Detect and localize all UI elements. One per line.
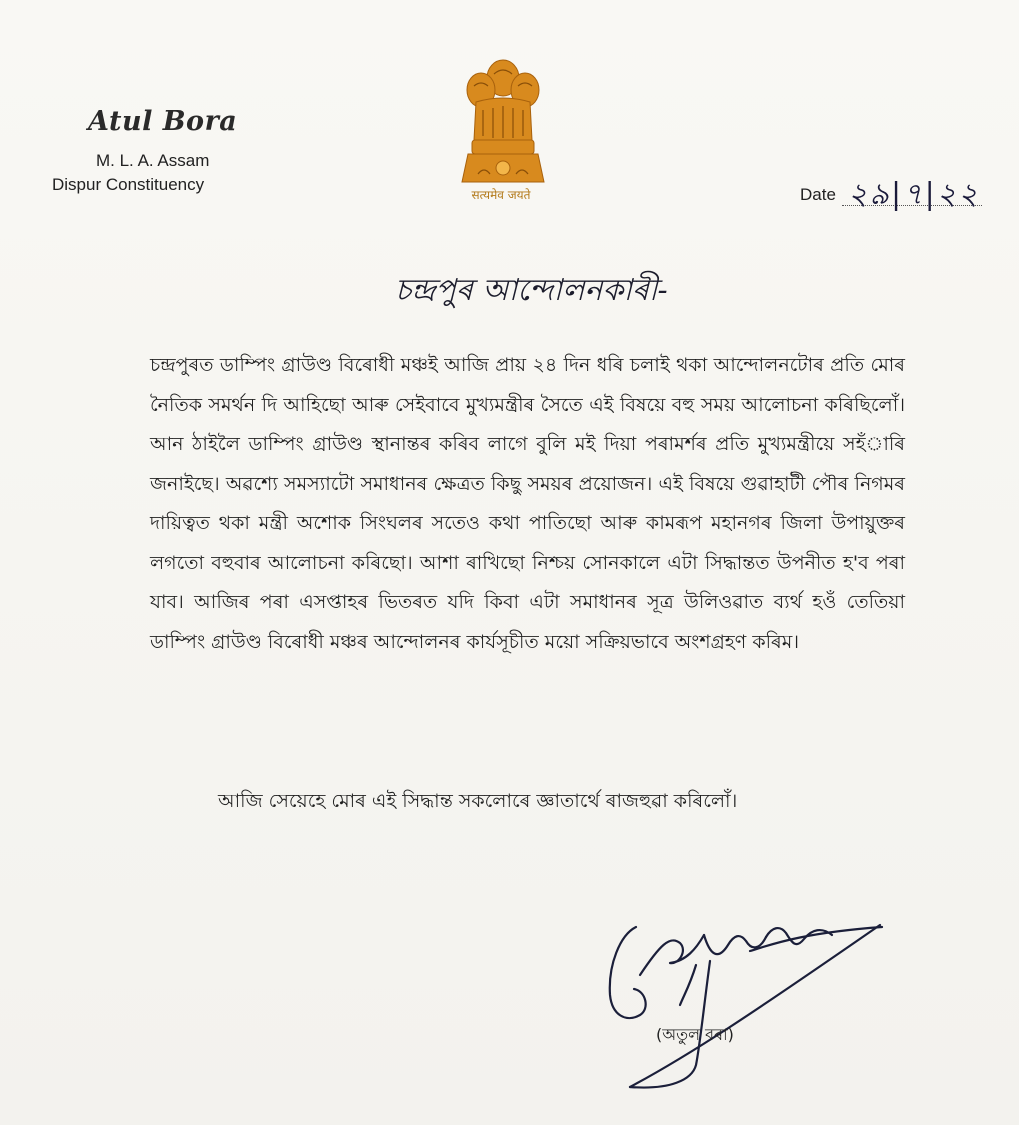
handwritten-signature xyxy=(600,905,890,1095)
letterhead-constituency: Dispur Constituency xyxy=(52,175,205,194)
letter-body: চন্দ্ৰপুৰত ডাম্পিং গ্ৰাউণ্ড বিৰোধী মঞ্চই আজি প্ৰায় ২৪ দিন ধৰি চলাই থকা আন্দোলনটোৰ প্ৰতি মোৰ নৈতিক সমৰ্থন দি আহিছো আৰু সেইবাবে মুখ্যমন্ত্ৰীৰ সৈতে এই বিষয়ে বহু সময় আলোচনা কৰিছিলোঁ। আন ঠাইলৈ ডাম্পিং গ্ৰাউণ্ড স্থানান্তৰ কৰিব লাগে বুলি মই দিয়া পৰামৰ্শৰ প্ৰতি মুখ্যমন্ত্ৰীয়ে সহঁাৰি জনাইছে। অৱশ্যে সমস্যাটো সমাধানৰ ক্ষেত্ৰত কিছু সময়ৰ প্ৰয়োজন। এই বিষয়ে গুৱাহাটী পৌৰ নিগমৰ দায়িত্বত থকা মন্ত্ৰী অশোক সিংঘলৰ সতেও কথা পাতিছো আৰু কামৰূপ মহানগৰ জিলা উপায়ুক্তৰ লগতো বহুবাৰ আলোচনা কৰিছো। আশা ৰাখিছো নিশ্চয় সোনকালে এটা সিদ্ধান্তত উপনীত হ'ব পৰা যাব। আজিৰ পৰা এসপ্তাহৰ ভিতৰত যদি কিবা এটা সমাধানৰ সূত্ৰ উলিওৱাত ব্যৰ্থ হওঁ তেতিয়া ডাম্পিং গ্ৰাউণ্ড বিৰোধী মঞ্চৰ আন্দোলনৰ কাৰ্যসূচীত ময়ো সক্ৰিয়ভাবে অংশগ্ৰহণ কৰিম। xyxy=(150,354,905,653)
signatory-name: (অতুল বৰা) xyxy=(656,1025,734,1044)
letterhead-name: Atul Bora xyxy=(88,106,238,137)
date-label: Date xyxy=(800,185,836,204)
letterhead-designation: M. L. A. Assam xyxy=(96,151,210,170)
emblem-motto: सत्यमेव जयते xyxy=(471,188,531,202)
date-value: ২৯|৭|২২ xyxy=(848,177,980,212)
salutation: চন্দ্ৰপুৰ আন্দোলনকাৰী- xyxy=(395,273,668,308)
letter-closing: আজি সেয়েহে মোৰ এই সিদ্ধান্ত সকলোৰে জ্ঞাতাৰ্থে ৰাজহুৱা কৰিলোঁ। xyxy=(218,790,738,812)
